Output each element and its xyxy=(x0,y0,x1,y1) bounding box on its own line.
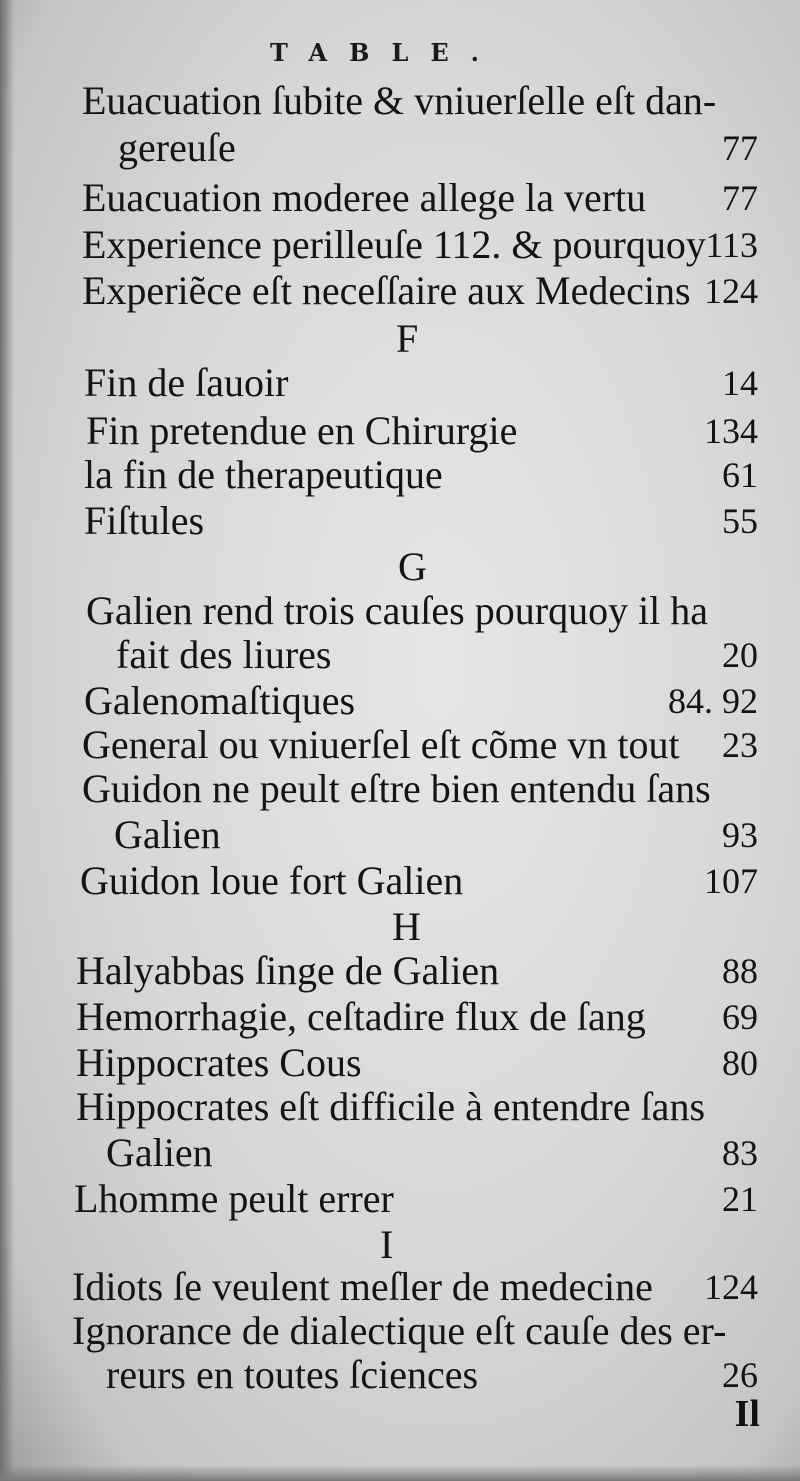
page-number: 93 xyxy=(722,815,758,855)
entry-text: Experiẽce eſt neceſſaire aux Medecins xyxy=(82,268,691,313)
page-number: 77 xyxy=(722,178,758,218)
entry-text: reurs en toutes ſciences xyxy=(106,1352,479,1397)
index-entry xyxy=(0,498,800,544)
index-entry xyxy=(0,948,800,994)
entry-text: Lhomme peult errer xyxy=(74,1176,394,1221)
page-number: 80 xyxy=(722,1043,758,1083)
section-letter: H xyxy=(392,904,421,949)
running-header: TABLE. xyxy=(270,38,501,67)
entry-text: Halyabbas ſinge de Galien xyxy=(76,948,500,993)
page-number: 61 xyxy=(722,455,758,495)
entry-text: fait des liures xyxy=(116,632,332,677)
entry-text: General ou vniuerſel eſt cõme vn tout xyxy=(82,722,680,767)
index-entry xyxy=(0,1040,800,1086)
entry-text: Euacuation ſubite & vniuerſelle eſt dan- xyxy=(82,78,717,123)
page-number: 107 xyxy=(704,861,758,901)
index-entry xyxy=(0,678,800,724)
index-entry xyxy=(0,858,800,904)
page-number: 83 xyxy=(722,1133,758,1173)
page-number: 26 xyxy=(722,1355,758,1395)
page-number: 14 xyxy=(722,363,758,403)
page-number: 20 xyxy=(722,635,758,675)
entry-text: Guidon ne peult eſtre bien entendu ſans xyxy=(82,766,711,811)
entry-text: Idiots ſe veulent meſler de medecine xyxy=(72,1264,653,1309)
index-entry xyxy=(0,1176,800,1222)
index-entry xyxy=(0,78,800,124)
index-entry xyxy=(0,632,800,678)
entry-text: Galien xyxy=(106,1130,213,1175)
entry-text: Hippocrates Cous xyxy=(76,1040,362,1085)
page-number: 134 xyxy=(704,411,758,451)
page-number: 55 xyxy=(722,501,758,541)
index-entry xyxy=(0,1352,800,1398)
page-number: 124 xyxy=(704,271,758,311)
page-number: 88 xyxy=(722,951,758,991)
entry-text: Galien rend trois cauſes pourquoy il ha xyxy=(86,588,709,633)
entry-text: Galien xyxy=(114,812,221,857)
entry-text: gereuſe xyxy=(118,125,236,170)
page-number: 113 xyxy=(705,225,758,265)
entry-text: Fin de ſauoir xyxy=(84,360,289,405)
index-entry xyxy=(0,268,800,314)
section-letter: I xyxy=(380,1222,394,1267)
entry-text: Hemorrhagie, ceſtadire flux de ſang xyxy=(76,994,646,1039)
catchword: Il xyxy=(734,1393,760,1435)
entry-text: la fin de therapeutique xyxy=(84,452,443,497)
index-entry xyxy=(0,994,800,1040)
index-entry xyxy=(0,1084,800,1130)
entry-text: Experience perilleuſe 112. & pourquoy xyxy=(82,222,706,267)
section-letter-row xyxy=(0,904,800,950)
index-entry xyxy=(0,1130,800,1176)
section-letter-row xyxy=(0,544,800,590)
entry-text: Fin pretendue en Chirurgie xyxy=(86,408,518,453)
entry-text: Euacuation moderee allege la vertu xyxy=(82,175,647,220)
index-entry xyxy=(0,222,800,268)
index-entry xyxy=(0,722,800,768)
index-entry xyxy=(0,1264,800,1310)
index-entry xyxy=(0,1308,800,1354)
section-letter: F xyxy=(396,316,419,361)
page-number: 23 xyxy=(722,725,758,765)
index-entry xyxy=(0,812,800,858)
index-entry xyxy=(0,766,800,812)
entry-text: Fiſtules xyxy=(84,498,205,543)
page-number: 77 xyxy=(722,128,758,168)
page-number: 124 xyxy=(704,1267,758,1307)
index-entry xyxy=(0,360,800,406)
index-entry xyxy=(0,125,800,171)
entry-text: Galenomaſtiques xyxy=(84,678,356,723)
section-letter-row xyxy=(0,316,800,362)
page-number: 84. 92 xyxy=(668,681,758,721)
section-letter-row xyxy=(0,1222,800,1268)
index-entry xyxy=(0,452,800,498)
page-bottom-shadow xyxy=(0,1465,800,1481)
index-entry xyxy=(0,408,800,454)
entry-text: Ignorance de dialectique eſt cauſe des er- xyxy=(72,1308,727,1353)
page-number: 21 xyxy=(722,1179,758,1219)
page-number: 69 xyxy=(722,997,758,1037)
index-entry xyxy=(0,175,800,221)
section-letter: G xyxy=(398,544,427,589)
index-entry xyxy=(0,588,800,634)
entry-text: Guidon loue fort Galien xyxy=(80,858,464,903)
entry-text: Hippocrates eſt difficile à entendre ſans xyxy=(76,1084,706,1129)
